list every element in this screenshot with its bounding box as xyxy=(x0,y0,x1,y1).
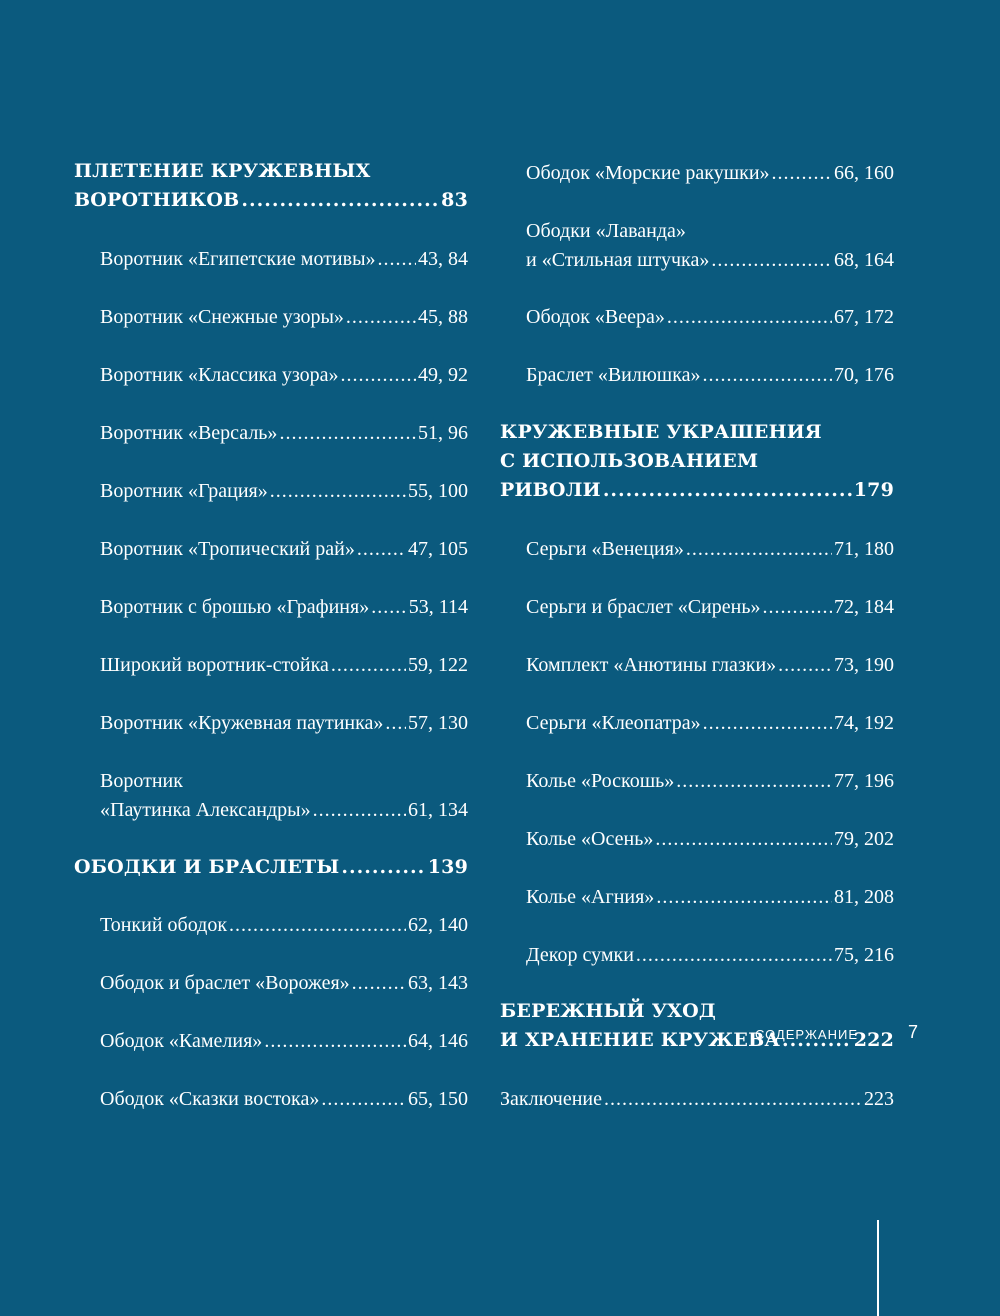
dot-leader xyxy=(636,941,832,970)
dot-leader xyxy=(762,593,832,622)
section-heading-jewelry[interactable]: КРУЖЕВНЫЕ УКРАШЕНИЯ С ИСПОЛЬЗОВАНИЕМ РИВОЛИ ..... 179 xyxy=(500,418,894,505)
toc-entry[interactable]: Воротник «Снежные узоры» ..... 45, 88 xyxy=(100,303,468,332)
toc-entry[interactable]: Ободки «Лаванда» и «Стильная штучка» ..... 68, 164 xyxy=(526,217,894,275)
dot-leader xyxy=(270,477,406,506)
dot-leader xyxy=(229,911,406,940)
toc-entry[interactable]: Серьги «Венеция» ..... 71, 180 xyxy=(526,535,894,564)
toc-entry[interactable]: Колье «Агния» ..... 81, 208 xyxy=(526,883,894,912)
toc-entry[interactable]: Колье «Роскошь» ..... 77, 196 xyxy=(526,767,894,796)
toc-entry[interactable]: Воротник «Классика узора» ..... 49, 92 xyxy=(100,361,468,390)
toc-entry[interactable]: Декор сумки ..... 75, 216 xyxy=(526,941,894,970)
dot-leader xyxy=(703,709,832,738)
toc-entry[interactable]: Воротник «Паутинка Александры» ..... 61, 134 xyxy=(100,767,468,825)
toc-entry[interactable]: Ободок «Камелия» ..... 64, 146 xyxy=(100,1027,468,1056)
dot-leader xyxy=(686,535,832,564)
toc-entry[interactable]: Воротник «Тропический рай» ..... 47, 105 xyxy=(100,535,468,564)
page-number: 7 xyxy=(908,1022,919,1042)
toc-entry[interactable]: Комплект «Анютины глазки» ..... 73, 190 xyxy=(526,651,894,680)
dot-leader xyxy=(264,1027,406,1056)
footer-divider xyxy=(877,1220,879,1316)
dot-leader xyxy=(655,825,832,854)
dot-leader xyxy=(676,767,832,796)
toc-entry[interactable]: Широкий воротник-стойка ..... 59, 122 xyxy=(100,651,468,680)
toc-entry[interactable]: Тонкий ободок ..... 62, 140 xyxy=(100,911,468,940)
toc-entry-conclusion[interactable]: Заключение ..... 223 xyxy=(500,1085,894,1114)
section-heading-collars[interactable]: ПЛЕТЕНИЕ КРУЖЕВНЫХ ВОРОТНИКОВ ..... 83 xyxy=(74,157,468,215)
dot-leader xyxy=(321,1085,406,1114)
toc-entry[interactable]: Ободок и браслет «Ворожея» ..... 63, 143 xyxy=(100,969,468,998)
dot-leader xyxy=(357,535,406,564)
dot-leader xyxy=(341,361,416,390)
dot-leader xyxy=(371,593,407,622)
dot-leader xyxy=(656,883,832,912)
toc-left-column xyxy=(74,0,468,1316)
section-heading-headbands[interactable]: ОБОДКИ И БРАСЛЕТЫ ..... 139 xyxy=(74,853,468,882)
toc-entry[interactable]: Ободок «Сказки востока» ..... 65, 150 xyxy=(100,1085,468,1114)
dot-leader xyxy=(331,651,406,680)
toc-entry[interactable]: Серьги и браслет «Сирень» ..... 72, 184 xyxy=(526,593,894,622)
toc-entry[interactable]: Колье «Осень» ..... 79, 202 xyxy=(526,825,894,854)
toc-entry[interactable]: Ободок «Морские ракушки» ..... 66, 160 xyxy=(526,159,894,188)
dot-leader xyxy=(352,969,406,998)
toc-entry[interactable]: Воротник «Кружевная паутинка» ..... 57, 130 xyxy=(100,709,468,738)
dot-leader xyxy=(667,303,832,332)
toc-entry[interactable]: Воротник «Версаль» ..... 51, 96 xyxy=(100,419,468,448)
dot-leader xyxy=(604,1085,862,1114)
toc-entry[interactable]: Воротник «Египетские мотивы» ..... 43, 84 xyxy=(100,245,468,274)
toc-right-column xyxy=(500,0,894,1316)
dot-leader xyxy=(313,796,406,825)
toc-entry[interactable]: Серьги «Клеопатра» ..... 74, 192 xyxy=(526,709,894,738)
toc-entry[interactable]: Ободок «Веера» ..... 67, 172 xyxy=(526,303,894,332)
toc-entry[interactable]: Воротник с брошью «Графиня» ..... 53, 114 xyxy=(100,593,468,622)
dot-leader xyxy=(603,476,852,505)
toc-entry[interactable]: Воротник «Грация» ..... 55, 100 xyxy=(100,477,468,506)
dot-leader xyxy=(703,361,833,390)
dot-leader xyxy=(772,159,832,188)
dot-leader xyxy=(711,246,832,275)
running-footer-label: СОДЕРЖАНИЕ xyxy=(755,1027,859,1042)
dot-leader xyxy=(241,186,439,215)
dot-leader xyxy=(279,419,416,448)
dot-leader xyxy=(378,245,416,274)
dot-leader xyxy=(346,303,416,332)
toc-entry[interactable]: Браслет «Вилюшка» ..... 70, 176 xyxy=(526,361,894,390)
dot-leader xyxy=(385,709,406,738)
dot-leader xyxy=(778,651,832,680)
section-heading-care[interactable]: БЕРЕЖНЫЙ УХОД И ХРАНЕНИЕ КРУЖЕВА ..... 222 xyxy=(500,997,894,1055)
dot-leader xyxy=(341,853,425,882)
